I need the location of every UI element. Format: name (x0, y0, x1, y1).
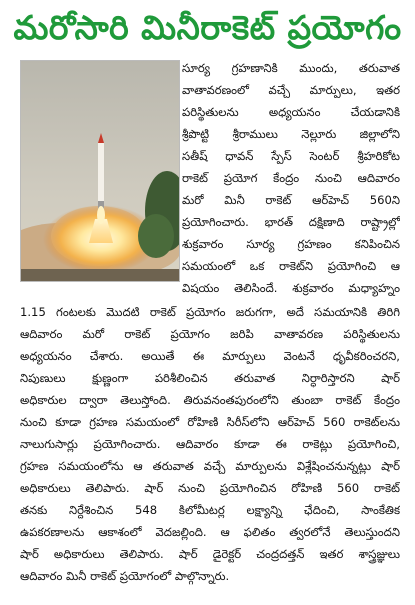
article-text-line: సూర్య గ్రహణానికి ముందు, తరువాత (182, 61, 400, 75)
article-text-line: శ్రీపొట్టి శ్రీరాములు నెల్లూరు జిల్లాలోని (182, 127, 400, 141)
article-headline: మరోసారి మినీరాకెట్ ప్రయోగం (13, 8, 402, 47)
article-text-line: ఆదివారం మరో రాకెట్ ప్రయోగం జరిపి వాతావరణ పరిస్థితులను (20, 327, 400, 341)
article-text-line: ఆదివారం మినీ రాకెట్ ప్రయోగంలో పాల్గొన్నారు. (20, 569, 230, 583)
article-text-line: సతీష్ ధావన్ స్పేస్ సెంటర్ శ్రీహరికోట (182, 149, 400, 163)
article-text-line: అధ్యయనం చేశారు. అయితే ఈ మార్పులు వెంటనే ధృవీకరించరని, (20, 349, 400, 363)
article-text-line: వాతావరణంలో వచ్చే మార్పులు, ఇతర (182, 83, 400, 97)
article-text-line: సమయంలో ఒక రాకెట్‌ని ప్రయోగించి ఆ (182, 259, 400, 273)
article-text-line: విషయం తెలిసిందే. శుక్రవారం మధ్యాహ్నం (182, 281, 400, 295)
article-text-line: నాలుగుసార్లు ప్రయోగించారు. ఆదివారం కూడా ఈ రాకెట్లు ప్రయోగించి, (20, 437, 400, 451)
rocket-launch-image (21, 61, 179, 281)
article-text-line: నిపుణులు క్షుణ్ణంగా పరిశీలించిన తరువాత నిర్ధారిస్తారని షార్ (20, 371, 400, 385)
article-text-line: ప్రయోగించారు. భారత్ దక్షిణాది రాష్ట్రాల్లో (182, 215, 400, 229)
article-text-line: ఉపకరణాలను ఆకాశంలో వెదజల్లింది. ఆ ఫలితం త్వరలోనే తెలుస్తుందని (20, 525, 400, 539)
article-text-line: మరో మినీ రాకెట్ ఆర్‌హెచ్ 560ని (182, 193, 400, 207)
article-text-line: శుక్రవారం సూర్య గ్రహణం కనిపించిన (182, 237, 400, 251)
article-text-line: గ్రహణ సమయంలోను ఆ తరువాత వచ్చే మార్పులను విశ్లేషించనున్నట్లు షార్ (20, 459, 400, 473)
article-text-line: తనకు నిర్దేశించిన 548 కిలోమీటర్ల లక్ష్యాన్ని ఛేదించి, సాంకేతిక (20, 503, 400, 517)
article-text-line: 1.15 గంటలకు మొదటి రాకెట్ ప్రయోగం జరుగగా, అదే సమయానికి తిరిగి (20, 305, 400, 319)
article-text-line: షార్ అధికారులు తెలిపారు. షార్ డైరెక్టర్ చంద్రదత్తన్ ఇతర శాస్త్రజ్ఞులు (20, 547, 400, 561)
rocket-launch-photo (20, 60, 180, 282)
article-text-line: రాకెట్ ప్రయోగ కేంద్రం నుంచి ఆదివారం (182, 171, 400, 185)
article-text-line: అధికారుల ద్వారా తెలుస్తోంది. తిరువనంతపురంలోని తుంబా రాకెట్ కేంద్రం (20, 393, 400, 407)
article-text-line: నుంచి కూడా గ్రహణ సమయంలో రోహిణి సిరీస్‌లోని ఆర్‌హెచ్ 560 రాకెట్‌లను (20, 415, 400, 429)
article-text-line: పరిస్థితులను అధ్యయనం చేయడానికి (182, 105, 400, 119)
article-text-line: అధికారులు తెలిపారు. షార్ నుంచి ప్రయోగించిన రోహిణి 560 రాకెట్ (20, 481, 400, 495)
